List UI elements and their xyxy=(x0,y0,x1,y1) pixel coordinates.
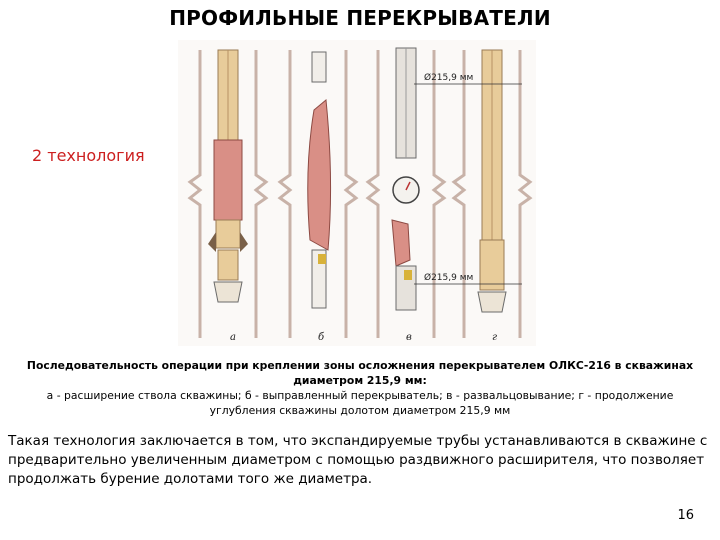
panel-label-b: б xyxy=(318,332,325,343)
panel-label-v: в xyxy=(406,332,412,343)
caption-title: Последовательность операции при креплении зоны осложнения перекрывателем ОЛКС-216 в скважинах диаметром 215,9 мм: xyxy=(26,359,694,387)
panel-label-g: г xyxy=(492,332,498,343)
well-diagram xyxy=(178,40,536,346)
dimension-label-bottom: Ø215,9 мм xyxy=(424,273,474,283)
body-paragraph: Такая технология заключается в том, что экспандируемые трубы устанавливаются в скважине с предварительно увеличенным диаметром с помощью раздвижного расширителя, что позволяет продолжать бурение долотами того же диаметра. xyxy=(8,433,708,487)
dimension-label-top: Ø215,9 мм xyxy=(424,73,474,83)
panel-label-a: а xyxy=(230,332,236,343)
caption-description: а - расширение ствола скважины; б - выправленный перекрыватель; в - развальцовывание; г - продолжение углубления скважины долотом диаметром 215,9 мм xyxy=(46,389,674,417)
slide-title: ПРОФИЛЬНЫЕ ПЕРЕКРЫВАТЕЛИ xyxy=(169,6,551,30)
technology-subtitle: 2 технология xyxy=(32,146,145,165)
page-number: 16 xyxy=(677,508,694,523)
figure-caption xyxy=(22,358,698,418)
